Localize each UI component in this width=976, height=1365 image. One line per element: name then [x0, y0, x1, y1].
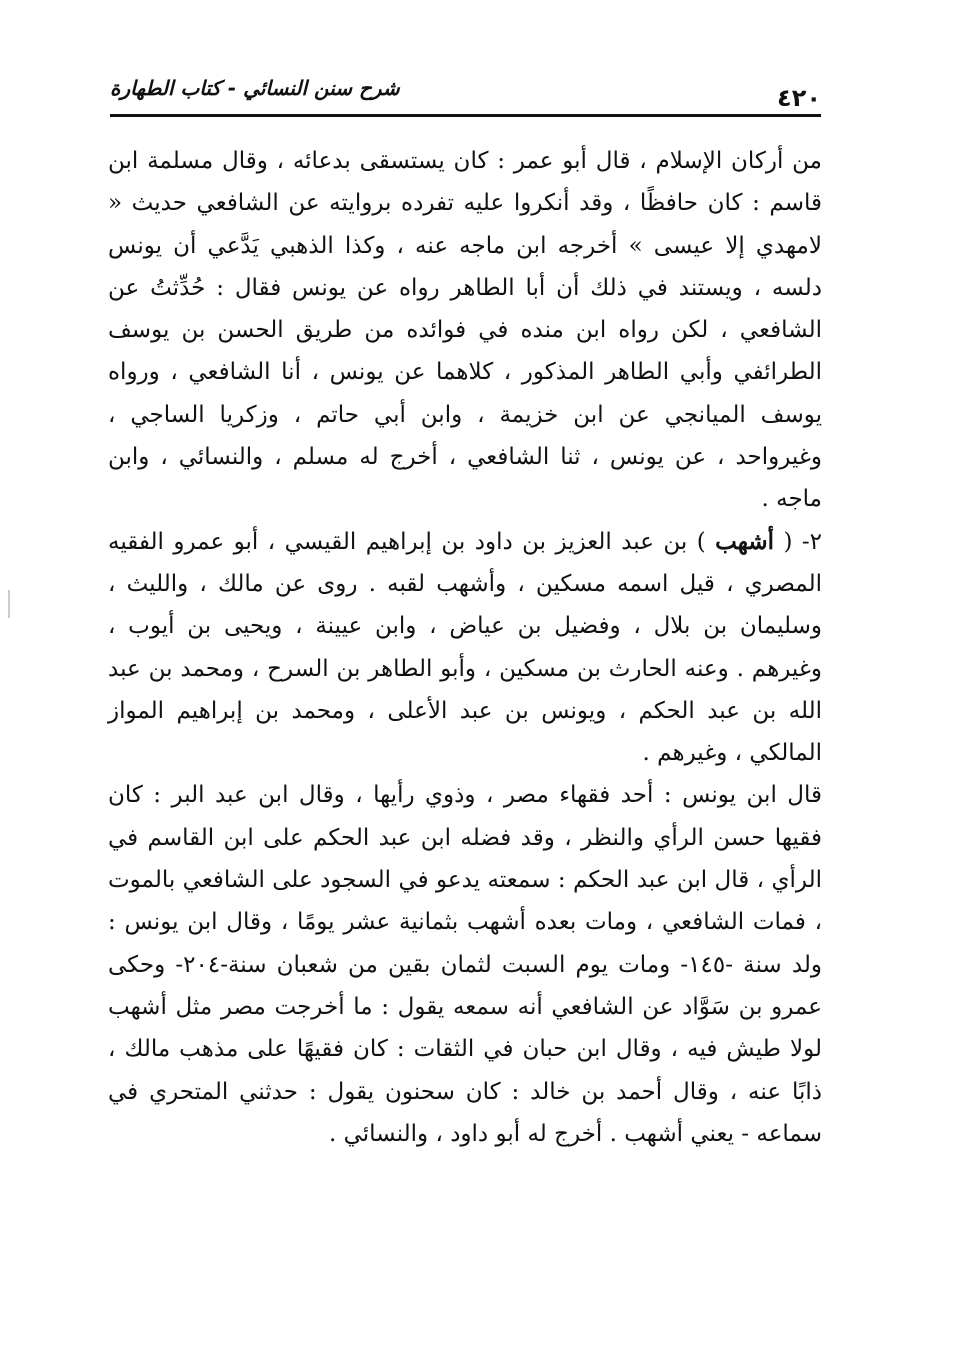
paragraph-continuation: من أركان الإسلام ، قال أبو عمر : كان يستسقى بدعائه ، وقال مسلمة ابن قاسم : كان حافظًا ، وقد أنكروا عليه تفرده بروايته عن الشافعي حديث « لامهدي إلا عيسى » أخرجه ابن ماجه عنه ، وكذا الذهبي يَدَّعي أن يونس دلسه ، ويستند في ذلك أن أبا الطاهر رواه عن يونس فقال : حُدِّثتُ عن الشافعي ، لكن رواه ابن منده في فوائده من طريق الحسن بن يوسف الطرائفي وأبي الطاهر المذكور ، كلاهما عن يونس ، أنا الشافعي ، ورواه يوسف الميانجي عن ابن خزيمة ، وابن أبي حاتم ، وزكريا الساجي ، وغيرواحد ، عن يونس ، ثنا الشافعي ، أخرج له مسلم ، والنسائي ، وابن ماجه . — [108, 148, 822, 513]
entry-text: ) بن عبد العزيز بن داود بن إبراهيم القيسي ، أبو عمرو الفقيه المصري ، قيل اسمه مسكين ، وأشهب لقبه . روى عن مالك ، والليث ، وسليمان بن بلال ، وفضيل بن عياض ، وابن عيينة ، ويحيى بن أيوب ، وغيرهم . وعنه الحارث بن مسكين ، وأبو الطاهر بن السرح ، ومحمد بن عبد الله بن عبد الحكم ، ويونس بن عبد الأعلى ، ومحمد بن إبراهيم المواز المالكي ، وغيرهم . — [108, 528, 822, 767]
paragraph-assessments: قال ابن يونس : أحد فقهاء مصر ، وذوي رأيها ، وقال ابن عبد البر : كان فقيها حسن الرأي والنظر ، وقد فضله ابن عبد الحكم على ابن القاسم في الرأي ، قال ابن عبد الحكم : سمعته يدعو في السجود على الشافعي بالموت ، فمات الشافعي ، ومات بعده أشهب بثمانية عشر يومًا ، وقال ابن يونس : ولد سنة -١٤٥- ومات يوم السبت لثمان بقين من شعبان سنة-٢٠٤- وحكى عمرو بن سَوَّاد عن الشافعي أنه سمعه يقول : ما أخرجت مصر مثل أشهب لولا طيش فيه ، وقال ابن حبان في الثقات : كان فقيهًا على مذهب مالك ، ذابًا عنه ، وقال أحمد بن خالد : كان سحنون يقول : حدثني المتحري في سماعه - يعني أشهب . أخرج له أبو داود ، والنسائي . — [108, 782, 823, 1147]
entry-name: أشهب — [715, 527, 775, 555]
entry-ashhab — [108, 521, 822, 775]
page-number: ٤٢٠ — [777, 84, 821, 112]
header-rule — [110, 114, 821, 117]
running-header — [110, 76, 821, 116]
running-header-title: شرح سنن النسائي - كتاب الطهارة — [110, 76, 400, 100]
body-text — [108, 140, 822, 1155]
scan-margin-mark — [8, 590, 10, 618]
entry-number: ٢- ( — [783, 528, 822, 555]
